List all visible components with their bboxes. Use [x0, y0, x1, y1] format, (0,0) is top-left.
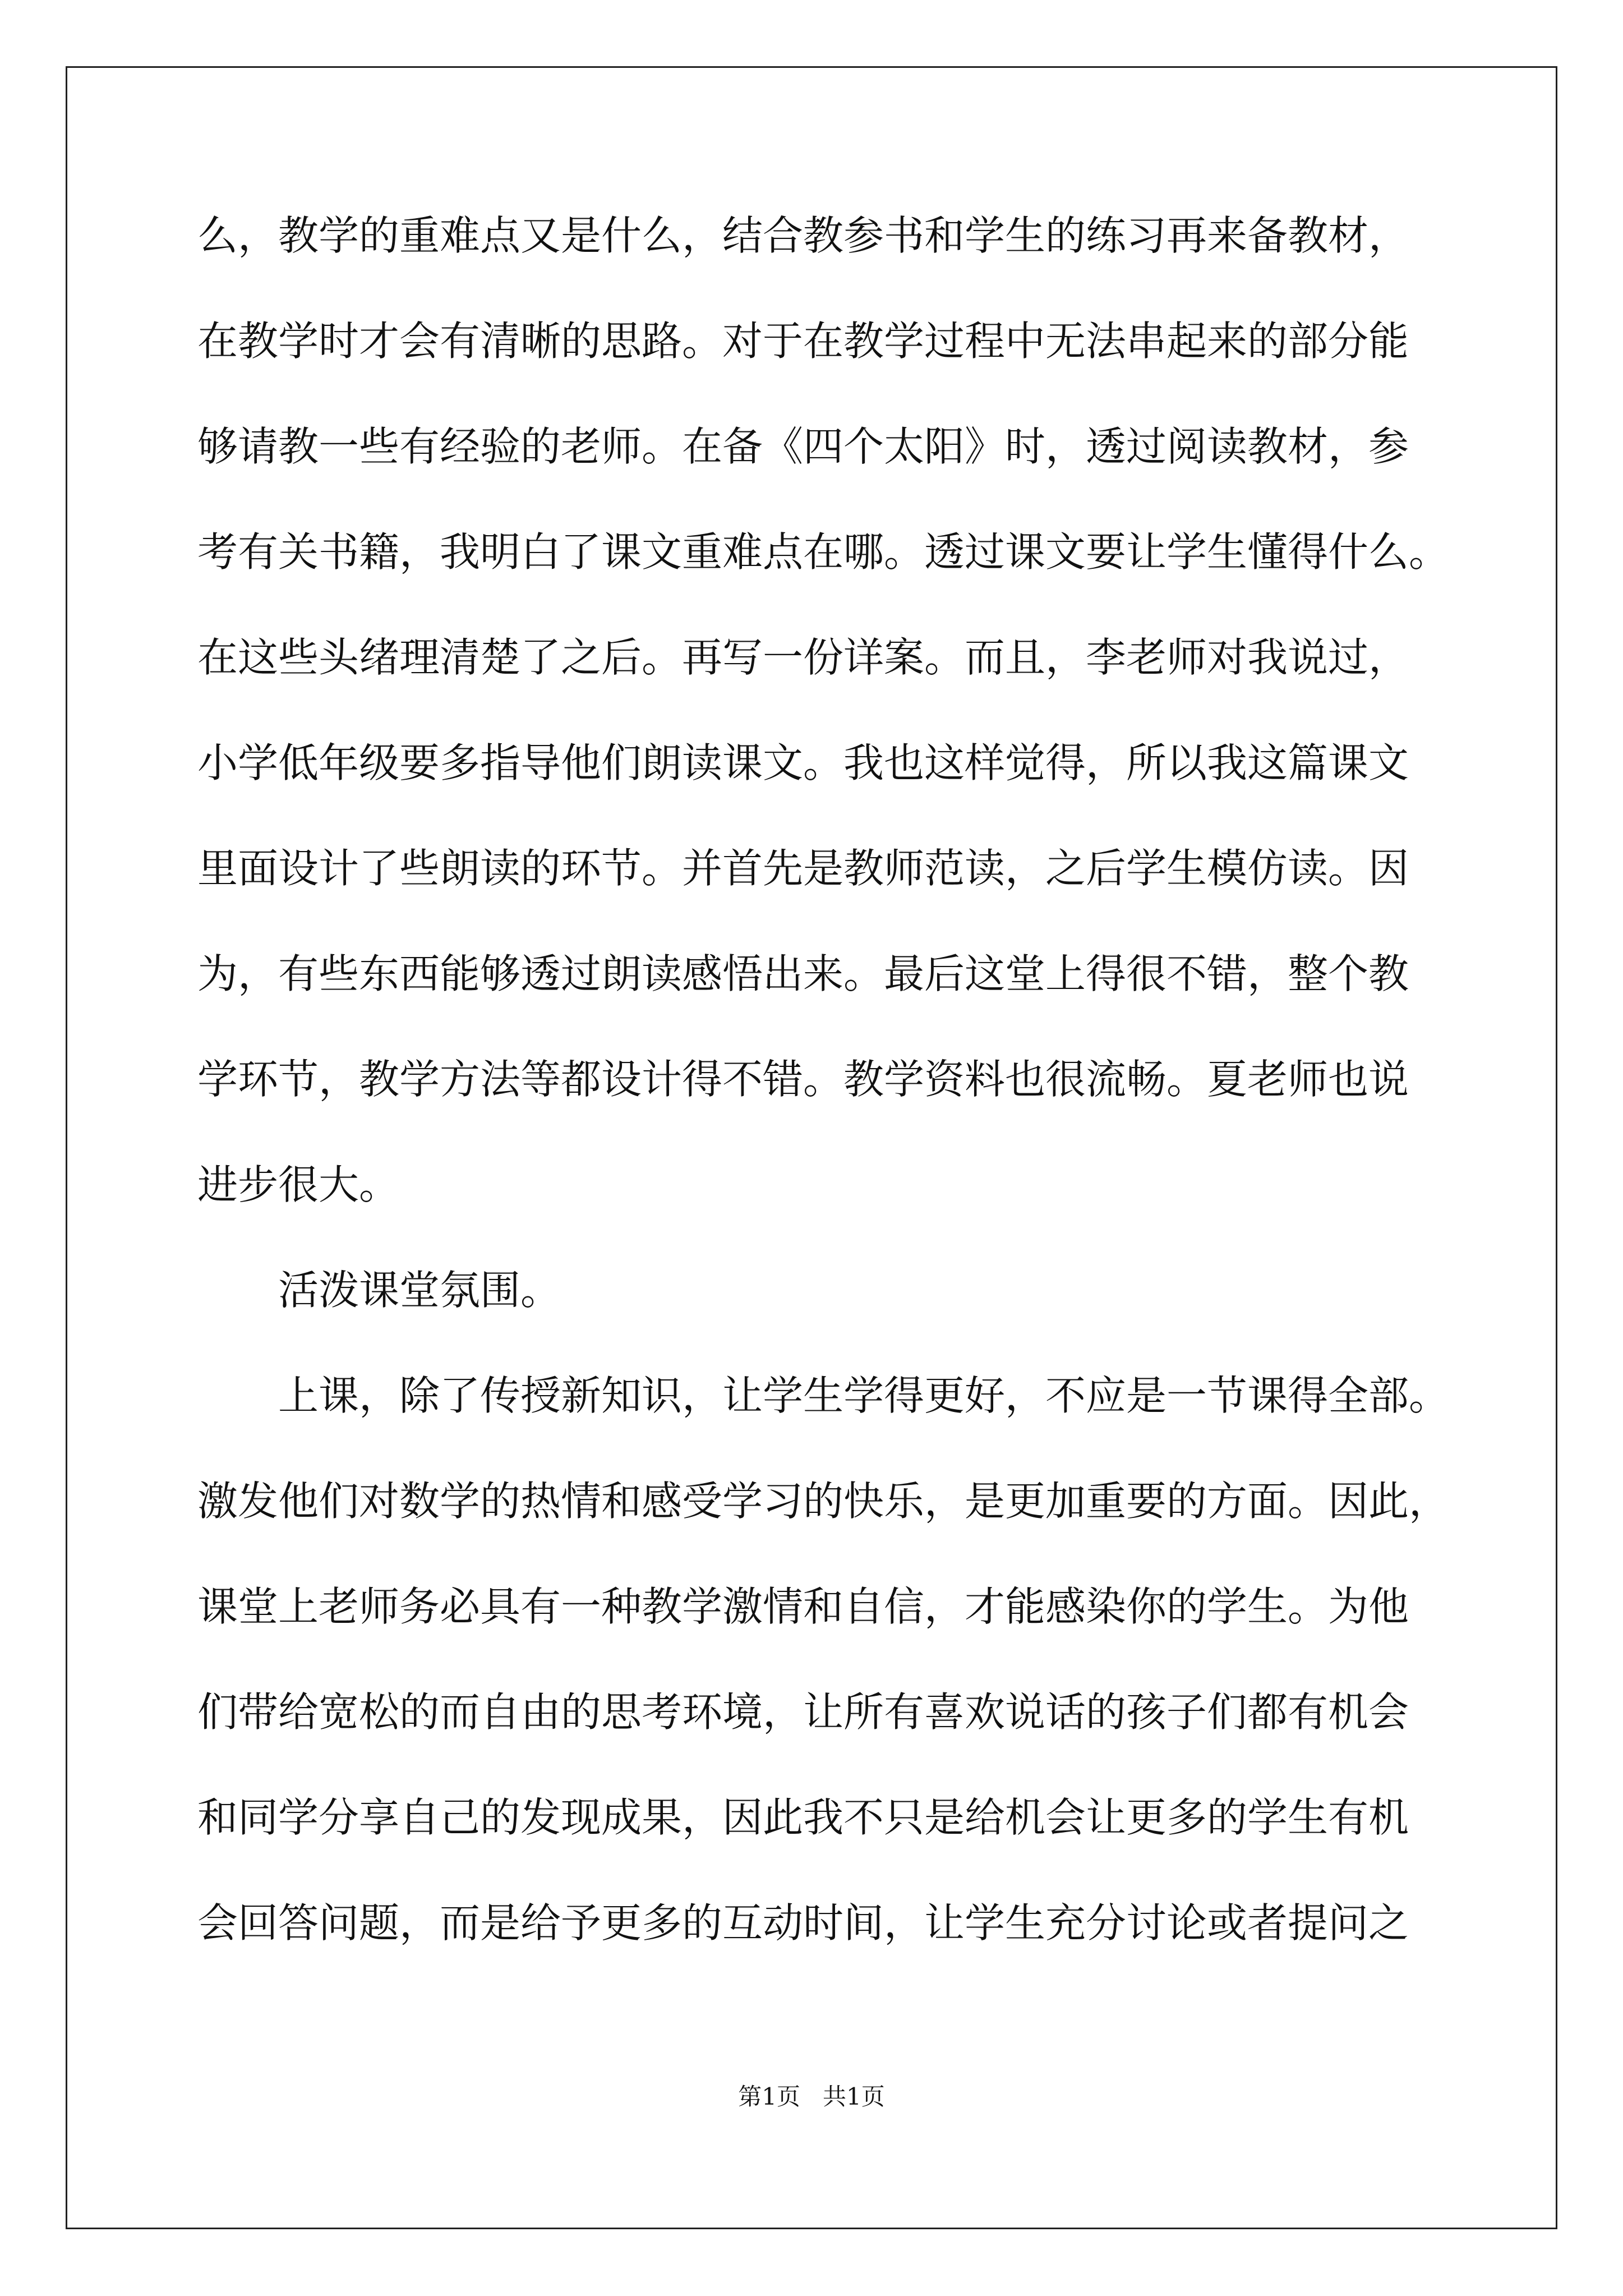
page-footer: 第1页 共1页: [738, 2083, 885, 2110]
paragraph-start-line: 上课，除了传授新知识，让学生学得更好，不应是一节课得全部。: [278, 1372, 1450, 1419]
text-line: 激发他们对数学的热情和感受学习的快乐，是更加重要的方面。因此，: [197, 1478, 1450, 1525]
text-line: 们带给宽松的而自由的思考环境，让所有喜欢说话的孩子们都有机会: [197, 1688, 1409, 1736]
text-line: 小学低年级要多指导他们朗读课文。我也这样觉得，所以我这篇课文: [197, 739, 1409, 786]
text-line: 够请教一些有经验的老师。在备《四个太阳》时，透过阅读教材，参: [197, 423, 1409, 470]
document-body: [197, 209, 1450, 2002]
text-line: 考有关书籍，我明白了课文重难点在哪。透过课文要让学生懂得什么。: [197, 528, 1450, 576]
text-line: 学环节，教学方法等都设计得不错。教学资料也很流畅。夏老师也说: [197, 1056, 1409, 1103]
text-line: 和同学分享自己的发现成果，因此我不只是给机会让更多的学生有机: [197, 1794, 1409, 1841]
text-line: 会回答问题，而是给予更多的互动时间，让学生充分讨论或者提问之: [197, 1899, 1409, 1947]
text-line: 么，教学的重难点又是什么，结合教参书和学生的练习再来备教材，: [197, 212, 1409, 259]
text-line: 里面设计了些朗读的环节。并首先是教师范读，之后学生模仿读。因: [197, 845, 1409, 892]
text-line: 在教学时才会有清晰的思路。对于在教学过程中无法串起来的部分能: [197, 318, 1409, 365]
text-line: 进步很大。: [197, 1161, 400, 1208]
text-line: 课堂上老师务必具有一种教学激情和自信，才能感染你的学生。为他: [197, 1583, 1409, 1630]
text-line: 为，有些东西能够透过朗读感悟出来。最后这堂上得很不错，整个教: [197, 950, 1409, 997]
section-heading: 活泼课堂氛围。: [278, 1267, 561, 1314]
text-line: 在这些头绪理清楚了之后。再写一份详案。而且，李老师对我说过，: [197, 634, 1409, 681]
